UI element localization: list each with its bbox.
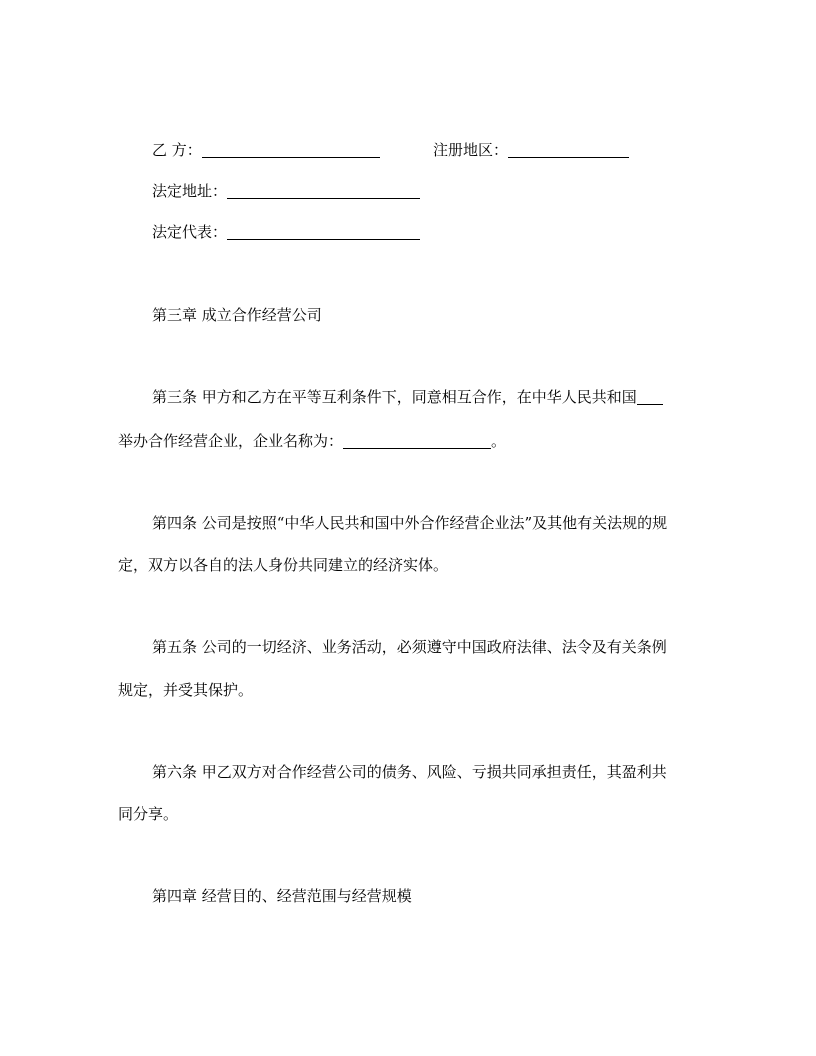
party-b-row xyxy=(152,140,380,160)
registered-region-label: 注册地区： xyxy=(433,141,509,159)
article-4-line-1: 第四条 公司是按照“中华人民共和国中外合作经营企业法”及其他有关法规的规 xyxy=(152,514,668,532)
article-5-line-2: 规定，并受其保护。 xyxy=(118,681,254,699)
legal-address-label: 法定地址： xyxy=(152,182,228,200)
legal-address-blank xyxy=(227,182,420,199)
article-3-end: 。 xyxy=(491,432,507,450)
article-4-line-2: 定，双方以各自的法人身份共同建立的经济实体。 xyxy=(118,556,449,574)
chapter-4-title: 第四章 经营目的、经营范围与经营规模 xyxy=(152,887,412,905)
legal-representative-blank xyxy=(227,223,420,240)
article-6-line-1: 第六条 甲乙双方对合作经营公司的债务、风险、亏损共同承担责任，其盈利共 xyxy=(152,763,667,781)
registered-region-blank xyxy=(508,141,629,158)
legal-representative-row xyxy=(152,222,420,242)
party-b-name-blank xyxy=(202,141,380,158)
registered-region-row xyxy=(433,140,629,160)
party-b-label: 乙 方： xyxy=(152,141,202,159)
article-3-line-2 xyxy=(118,431,506,451)
company-name-blank xyxy=(343,432,491,449)
article-3-text-1: 第三条 甲方和乙方在平等互利条件下，同意相互合作，在中华人民共和国 xyxy=(152,388,637,406)
chapter-3-title: 第三章 成立合作经营公司 xyxy=(152,306,322,324)
legal-representative-label: 法定代表： xyxy=(152,223,228,241)
article-3-location-blank xyxy=(637,388,663,405)
legal-address-row xyxy=(152,181,420,201)
article-3-line-1 xyxy=(152,387,663,407)
article-6-line-2: 同分享。 xyxy=(118,805,179,823)
article-3-text-2: 举办合作经营企业，企业名称为： xyxy=(118,432,344,450)
article-5-line-1: 第五条 公司的一切经济、业务活动，必须遵守中国政府法律、法令及有关条例 xyxy=(152,638,667,656)
